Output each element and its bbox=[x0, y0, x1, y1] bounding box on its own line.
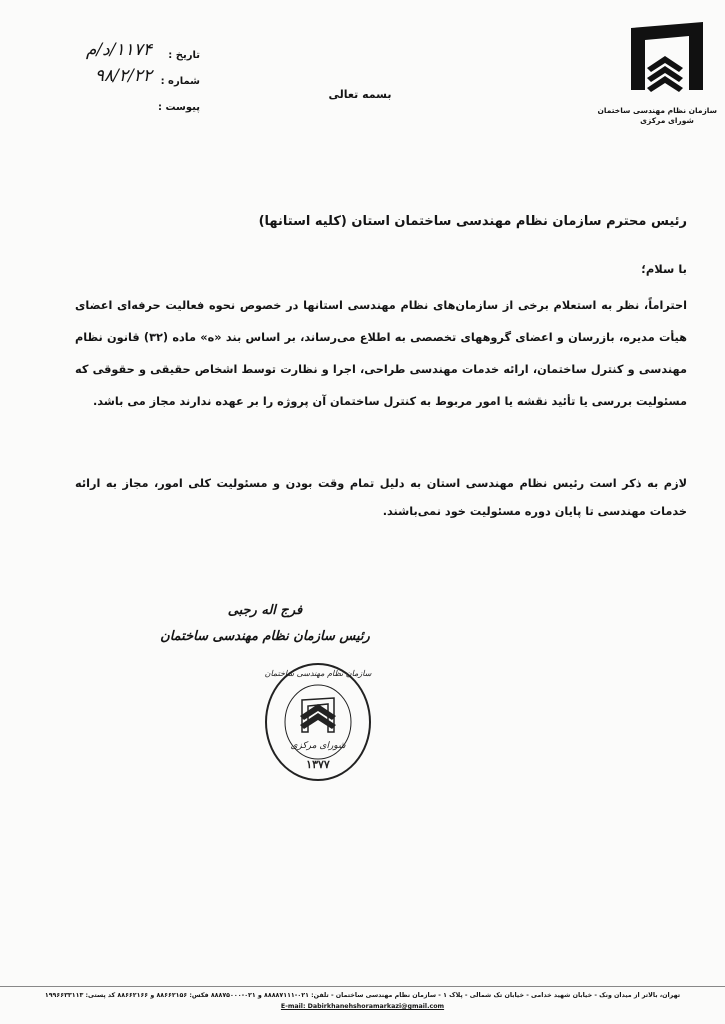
greeting: با سلام؛ bbox=[641, 262, 687, 276]
attachment-label: پیوست : bbox=[157, 102, 200, 113]
date-row bbox=[20, 40, 200, 66]
bism-heading: بسمه تعالی bbox=[328, 88, 392, 101]
footer-address: تهران، بالاتر از میدان ونک - خیابان شهید خدامی - خیابان تک شمالی - پلاک ۱ - سازمان نظام مهندسی ساختمان - تلفن: ۰۲۱-۸۸۸۸۷۱۱۱ و ۰۲۱-۸۸۸۷۵۰۰۰ فکس: ۸۸۶۶۲۱۵۶ و ۸۸۶۶۲۱۶۶ کد پستی: ۱۹۹۶۶۳۳۱۱۳ bbox=[44, 992, 681, 999]
org-name-line1: سازمان نظام مهندسی ساختمان bbox=[597, 106, 717, 115]
footer bbox=[4, 990, 721, 1012]
paragraph-1: احتراماً، نظر به استعلام برخی از سازمان‌های نظام مهندسی استانها در خصوص نحوه فعالیت حرفه‌ای اعضای هیأت مدیره، بازرسان و اعضای گروههای تخصصی به اطلاع می‌رساند، بر اساس بند «ه» ماده (۳۲) قانون نظام مهندسی و کنترل ساختمان، ارائه خدمات مهندسی طراحی، اجرا و نظارت توسط اشخاص حقیقی و حقوقی که مسئولیت بررسی یا تأئید نقشه یا امور مربوط به کنترل ساختمان آن پروژه را بر عهده ندارند مجاز می باشد. bbox=[75, 299, 688, 408]
footer-divider bbox=[0, 986, 725, 987]
official-stamp bbox=[262, 660, 374, 784]
building-logo-icon bbox=[625, 20, 709, 106]
date-label: تاریخ : bbox=[168, 50, 200, 61]
paragraph-2: لازم به ذکر است رئیس نظام مهندسی استان به دلیل تمام وقت بودن و مسئولیت کلی امور، مجاز به ارائه خدمات مهندسی تا پایان دوره مسئولیت خود نمی‌باشند. bbox=[75, 477, 687, 518]
footer-email: E-mail: Dabirkhanehshoramarkazi@gmail.com bbox=[280, 1003, 445, 1010]
org-name-line2: شورای مرکزی bbox=[640, 116, 694, 125]
letter-meta bbox=[20, 40, 200, 118]
stamp-year: ۱۳۷۷ bbox=[306, 758, 330, 771]
stamp-ring-text: سازمان نظام مهندسی ساختمان bbox=[264, 669, 372, 678]
number-row bbox=[20, 66, 200, 92]
org-logo bbox=[597, 20, 717, 150]
date-value: ۱۱۷۴/د/م bbox=[85, 40, 152, 60]
stamp-center-text: شورای مرکزی bbox=[290, 741, 346, 751]
number-label: شماره : bbox=[160, 76, 200, 87]
addressee: رئیس محترم سازمان نظام مهندسی ساختمان استان (کلیه استانها) bbox=[258, 214, 687, 229]
signature-name: فرج اله رجبی bbox=[227, 603, 303, 618]
number-value: ۹۸/۲/۲۲ bbox=[94, 66, 152, 86]
signature-title: رئیس سازمان نظام مهندسی ساختمان bbox=[160, 629, 370, 644]
attachment-row bbox=[20, 92, 200, 118]
signature-block bbox=[150, 598, 380, 650]
